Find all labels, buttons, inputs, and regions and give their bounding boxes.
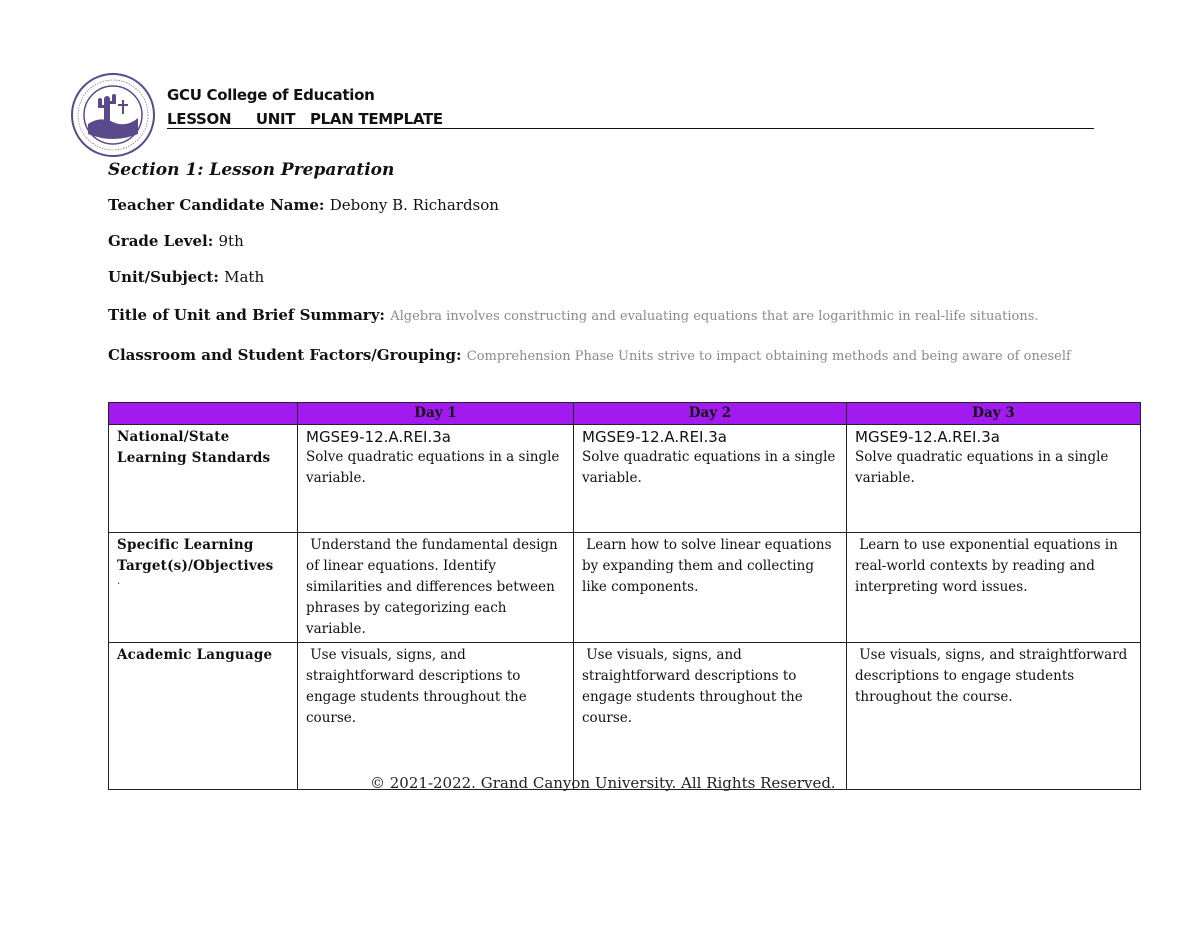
table-header-day2: Day 2 — [574, 403, 847, 425]
classroom-factors-field — [108, 346, 1071, 364]
classroom-factors-value: Comprehension Phase Units strive to impact obtaining methods and being aware of oneself — [466, 349, 1071, 364]
standard-code: MGSE9-12.A.REI.3a — [306, 428, 451, 446]
row-label-objectives-text: Specific Learning Target(s)/Objectives — [117, 537, 274, 574]
subject-field — [108, 268, 264, 286]
teacher-name-value: Debony B. Richardson — [329, 196, 499, 214]
table-cell: Learn how to solve linear equations by expanding them and collecting like components. — [574, 533, 847, 643]
subject-label: Unit/Subject: — [108, 268, 219, 286]
teacher-name-label: Teacher Candidate Name: — [108, 196, 325, 214]
table-cell: Learn to use exponential equations in real-world contexts by reading and interpreting word issues. — [847, 533, 1141, 643]
unit-summary-field — [108, 306, 1039, 324]
template-title: LESSON UNIT PLAN TEMPLATE — [167, 110, 1094, 129]
unit-summary-label: Title of Unit and Brief Summary: — [108, 306, 385, 324]
table-header-day3: Day 3 — [847, 403, 1141, 425]
teacher-name-field — [108, 196, 499, 214]
standard-text: Solve quadratic equations in a single variable. — [855, 449, 1109, 486]
standard-text: Solve quadratic equations in a single variable. — [306, 449, 560, 486]
lesson-plan-table — [108, 402, 1141, 790]
standard-text: Solve quadratic equations in a single variable. — [582, 449, 836, 486]
row-label-standards: National/State Learning Standards — [109, 425, 298, 533]
table-header-corner — [109, 403, 298, 425]
table-cell — [847, 425, 1141, 533]
grade-level-field — [108, 232, 244, 250]
table-cell: Use visuals, signs, and straightforward descriptions to engage students throughout the course. — [847, 643, 1141, 790]
unit-summary-value: Algebra involves constructing and evaluating equations that are logarithmic in real-life situations. — [390, 309, 1039, 324]
table-row-academic-language — [109, 643, 1141, 790]
table-row-standards — [109, 425, 1141, 533]
row-note: . — [117, 576, 121, 587]
table-header-row — [109, 403, 1141, 425]
row-label-objectives — [109, 533, 298, 643]
table-cell — [574, 425, 847, 533]
standard-code: MGSE9-12.A.REI.3a — [855, 428, 1000, 446]
section-title: Section 1: Lesson Preparation — [108, 160, 395, 180]
table-cell: Use visuals, signs, and straightforward descriptions to engage students throughout the course. — [298, 643, 574, 790]
subject-value: Math — [224, 268, 265, 286]
college-name: GCU College of Education — [167, 86, 375, 104]
table-cell: Use visuals, signs, and straightforward descriptions to engage students throughout the course. — [574, 643, 847, 790]
table-cell: Understand the fundamental design of linear equations. Identify similarities and differences between phrases by categorizing each variable. — [298, 533, 574, 643]
row-label-academic-language: Academic Language — [109, 643, 298, 790]
table-header-day1: Day 1 — [298, 403, 574, 425]
grade-level-label: Grade Level: — [108, 232, 214, 250]
copyright-footer: © 2021-2022. Grand Canyon University. All Rights Reserved. — [370, 774, 836, 792]
table-cell — [298, 425, 574, 533]
table-row-objectives — [109, 533, 1141, 643]
standard-code: MGSE9-12.A.REI.3a — [582, 428, 727, 446]
grade-level-value: 9th — [218, 232, 244, 250]
classroom-factors-label: Classroom and Student Factors/Grouping: — [108, 346, 462, 364]
university-seal-logo — [70, 72, 156, 158]
